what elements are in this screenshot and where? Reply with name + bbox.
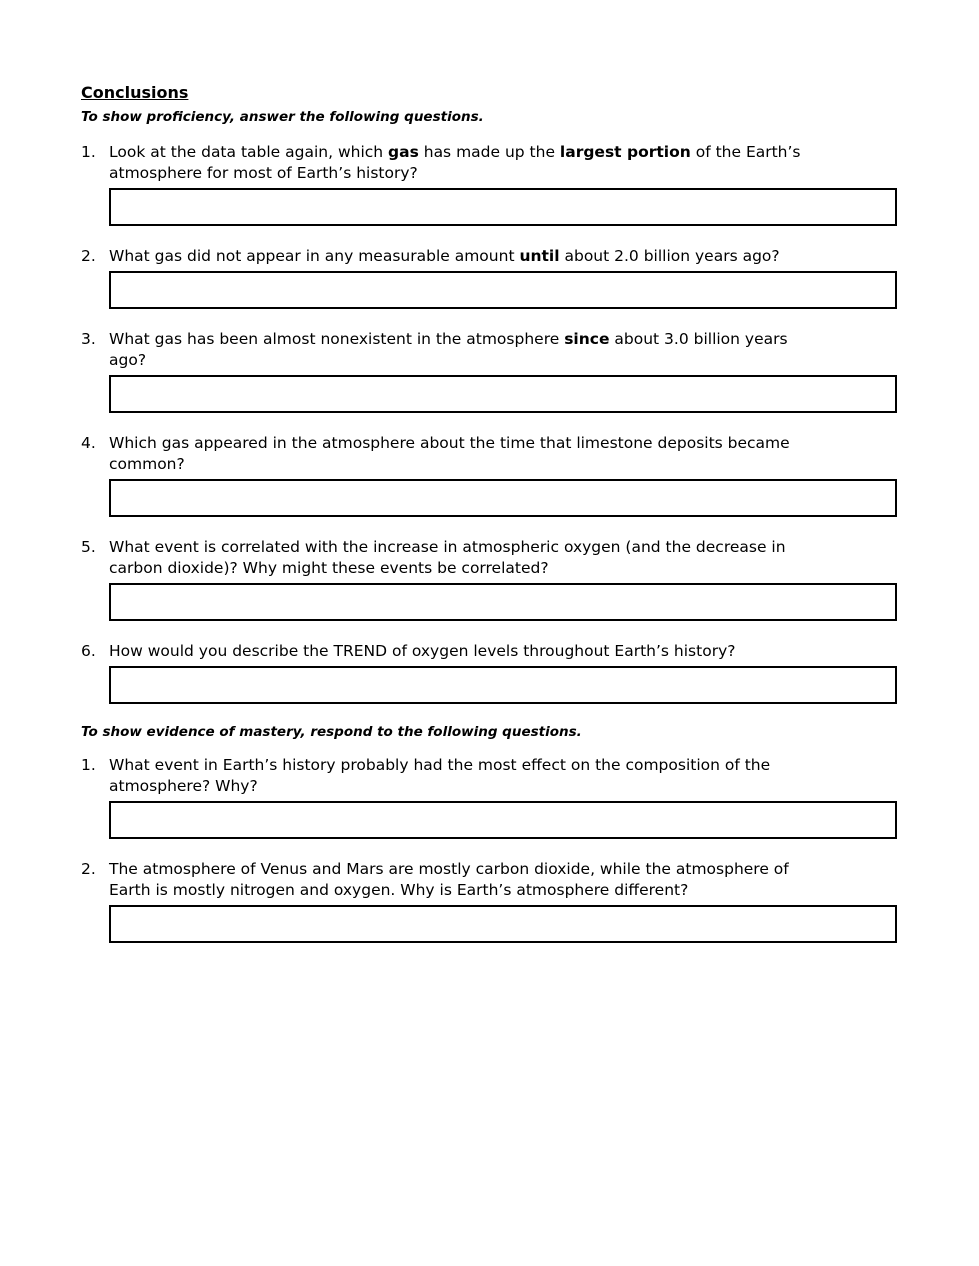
question-number: 5. xyxy=(81,538,96,556)
question-number: 6. xyxy=(81,642,96,660)
proficiency-intro: To show proficiency, answer the following questions. xyxy=(81,109,484,125)
answer-box-proficiency-1[interactable] xyxy=(109,188,897,226)
question-number: 1. xyxy=(81,143,96,161)
answer-box-proficiency-5[interactable] xyxy=(109,583,897,621)
proficiency-question-2 xyxy=(81,246,897,309)
question-text: How would you describe the TREND of oxygen levels throughout Earth’s history? xyxy=(109,642,736,660)
answer-box-mastery-2[interactable] xyxy=(109,905,897,943)
mastery-question-2 xyxy=(81,859,897,943)
answer-box-proficiency-4[interactable] xyxy=(109,479,897,517)
answer-box-proficiency-6[interactable] xyxy=(109,666,897,704)
question-number: 3. xyxy=(81,330,96,348)
page-title: Conclusions xyxy=(81,83,189,102)
answer-box-proficiency-2[interactable] xyxy=(109,271,897,309)
question-number: 1. xyxy=(81,756,96,774)
question-text: What event is correlated with the increase in atmospheric oxygen (and the decrease in carbon dioxide)? Why might these events be correlated? xyxy=(109,538,786,577)
question-text: Which gas appeared in the atmosphere about the time that limestone deposits became common? xyxy=(109,434,790,473)
proficiency-question-3 xyxy=(81,329,897,413)
question-text: What gas has been almost nonexistent in the atmosphere since about 3.0 billion years ago? xyxy=(109,330,788,369)
proficiency-question-1 xyxy=(81,142,897,226)
question-number: 2. xyxy=(81,860,96,878)
mastery-intro: To show evidence of mastery, respond to the following questions. xyxy=(81,724,582,740)
question-text: Look at the data table again, which gas has made up the largest portion of the Earth’s atmosphere for most of Earth’s history? xyxy=(109,143,801,182)
proficiency-question-5 xyxy=(81,537,897,621)
question-number: 4. xyxy=(81,434,96,452)
answer-box-proficiency-3[interactable] xyxy=(109,375,897,413)
proficiency-question-4 xyxy=(81,433,897,517)
question-number: 2. xyxy=(81,247,96,265)
question-text: What event in Earth’s history probably had the most effect on the composition of the atmosphere? Why? xyxy=(109,756,771,795)
proficiency-question-6 xyxy=(81,641,897,704)
mastery-question-1 xyxy=(81,755,897,839)
answer-box-mastery-1[interactable] xyxy=(109,801,897,839)
question-text: What gas did not appear in any measurable amount until about 2.0 billion years ago? xyxy=(109,247,780,265)
question-text: The atmosphere of Venus and Mars are mostly carbon dioxide, while the atmosphere of Earth is mostly nitrogen and oxygen. Why is Earth’s atmosphere different? xyxy=(109,860,789,899)
